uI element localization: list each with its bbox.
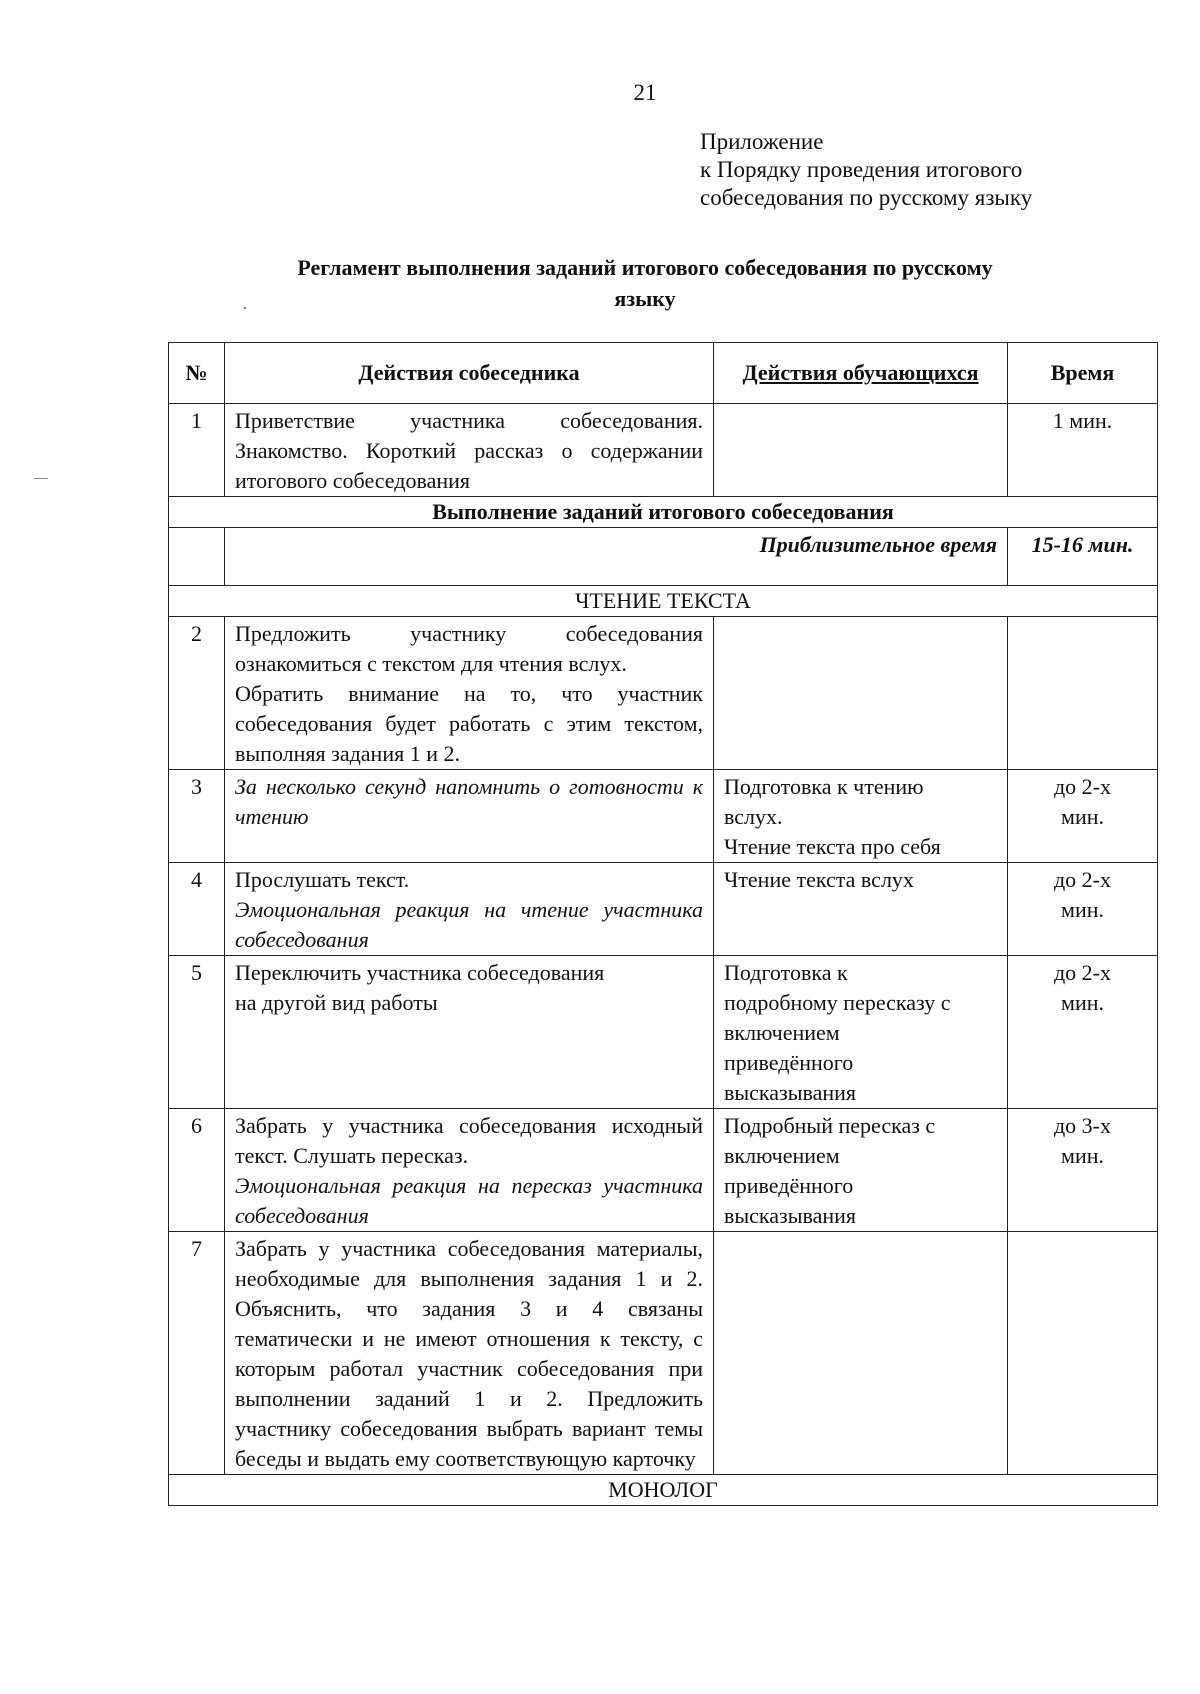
table-row [169,863,1158,956]
header-interviewer: Действия собеседника [225,343,714,404]
row-students-line: включением [724,1020,840,1045]
row-students-line: Подготовка к [724,960,848,985]
section-tasks-title: Выполнение заданий итогового собеседования [169,497,1158,528]
row-students-line: Чтение текста про себя [724,834,941,859]
row-students [714,770,1008,863]
row-students [714,1109,1008,1232]
row-students: Чтение текста вслух [714,863,1008,956]
row-students-line: приведённого [724,1173,854,1198]
section-row-reading [169,586,1158,617]
appendix-line-1: Приложение [700,129,824,154]
appendix-line-3: собеседования по русскому языку [700,185,1033,210]
row-num: 2 [169,617,225,770]
row-interviewer-p1: Забрать у участника собеседования исходный текст. Слушать пересказ. [235,1113,703,1168]
row-time-line: до 2-х [1053,960,1112,985]
table-row [169,1232,1158,1475]
row-interviewer [225,863,714,956]
header-students [714,343,1008,404]
header-time: Время [1008,343,1158,404]
row-interviewer-italic: Эмоциональная реакция на пересказ участника собеседования [235,1173,703,1228]
page-number: 21 [633,80,657,105]
table-row [169,404,1158,497]
row-interviewer: Забрать у участника собеседования материалы, необходимые для выполнения задания 1 и 2. Объяснить, что задания 3 и 4 связаны тематически и не имеют отношения к тексту, с которым работал участник собеседования при выполнении заданий 1 и 2. Предложить участнику собеседования выбрать вариант темы беседы и выдать ему соответствующую карточку [225,1232,714,1475]
margin-speck [34,478,48,479]
row-interviewer [225,1109,714,1232]
approx-empty-cell [169,528,225,586]
row-students-line: подробному пересказу с [724,990,951,1015]
row-num: 5 [169,956,225,1109]
row-interviewer: Приветствие участника собеседования. Знакомство. Короткий рассказ о содержании итогового собеседования [225,404,714,497]
row-students-line: Подробный пересказ с [724,1113,936,1138]
scan-speck [244,307,246,309]
appendix-note [700,128,1032,212]
row-students-line: вслух. [724,804,783,829]
row-time [1008,770,1158,863]
row-students [714,1232,1008,1475]
row-students [714,617,1008,770]
section-row-monologue [169,1475,1158,1506]
section-reading-title: ЧТЕНИЕ ТЕКСТА [169,586,1158,617]
table-row [169,770,1158,863]
section-monologue-title: МОНОЛОГ [169,1475,1158,1506]
row-time [1008,1109,1158,1232]
row-students-line: приведённого [724,1050,854,1075]
header-students-text: Действия обучающихся [742,360,979,385]
appendix-line-2: к Порядку проведения итогового [700,157,1023,182]
table-row [169,617,1158,770]
title-line-2: языку [614,286,676,311]
row-num: 7 [169,1232,225,1475]
approx-time-label: Приблизительное время [225,528,1008,586]
row-num: 3 [169,770,225,863]
section-row-tasks [169,497,1158,528]
row-time-line: до 2-х [1053,774,1112,799]
row-students-line: высказывания [724,1080,857,1105]
document-title [210,252,1080,314]
row-time: 1 мин. [1008,404,1158,497]
row-interviewer [225,617,714,770]
row-num: 1 [169,404,225,497]
row-interviewer-p1: Прослушать текст. [235,867,410,892]
row-students [714,956,1008,1109]
row-interviewer-p1: Предложить участнику собеседования ознакомиться с текстом для чтения вслух. [235,621,703,676]
row-time-line: мин. [1061,897,1104,922]
row-time [1008,863,1158,956]
header-num: № [169,343,225,404]
approx-time-value: 15-16 мин. [1008,528,1158,586]
row-interviewer-line: на другой вид работы [235,990,438,1015]
row-interviewer-italic: Эмоциональная реакция на чтение участника собеседования [235,897,703,952]
approx-time-row [169,528,1158,586]
title-line-1: Регламент выполнения заданий итогового собеседования по русскому [297,255,993,280]
row-time-line: мин. [1061,990,1104,1015]
row-time-line: мин. [1061,804,1104,829]
row-students-line: Подготовка к чтению [724,774,924,799]
row-time-line: до 2-х [1053,867,1112,892]
row-num: 6 [169,1109,225,1232]
row-interviewer-p2: Обратить внимание на то, что участник собеседования будет работать с этим текстом, выполняя задания 1 и 2. [235,681,703,766]
table-row [169,1109,1158,1232]
row-interviewer [225,956,714,1109]
row-students-line: включением [724,1143,840,1168]
row-num: 4 [169,863,225,956]
row-time-line: мин. [1061,1143,1104,1168]
row-time [1008,1232,1158,1475]
row-students-line: высказывания [724,1203,857,1228]
regulation-table [168,342,1158,1506]
row-time [1008,617,1158,770]
row-interviewer-line: Переключить участника собеседования [235,960,605,985]
row-interviewer: За несколько секунд напомнить о готовности к чтению [225,770,714,863]
row-time-line: до 3-х [1053,1113,1112,1138]
table-header-row [169,343,1158,404]
table-row [169,956,1158,1109]
row-time [1008,956,1158,1109]
row-students [714,404,1008,497]
